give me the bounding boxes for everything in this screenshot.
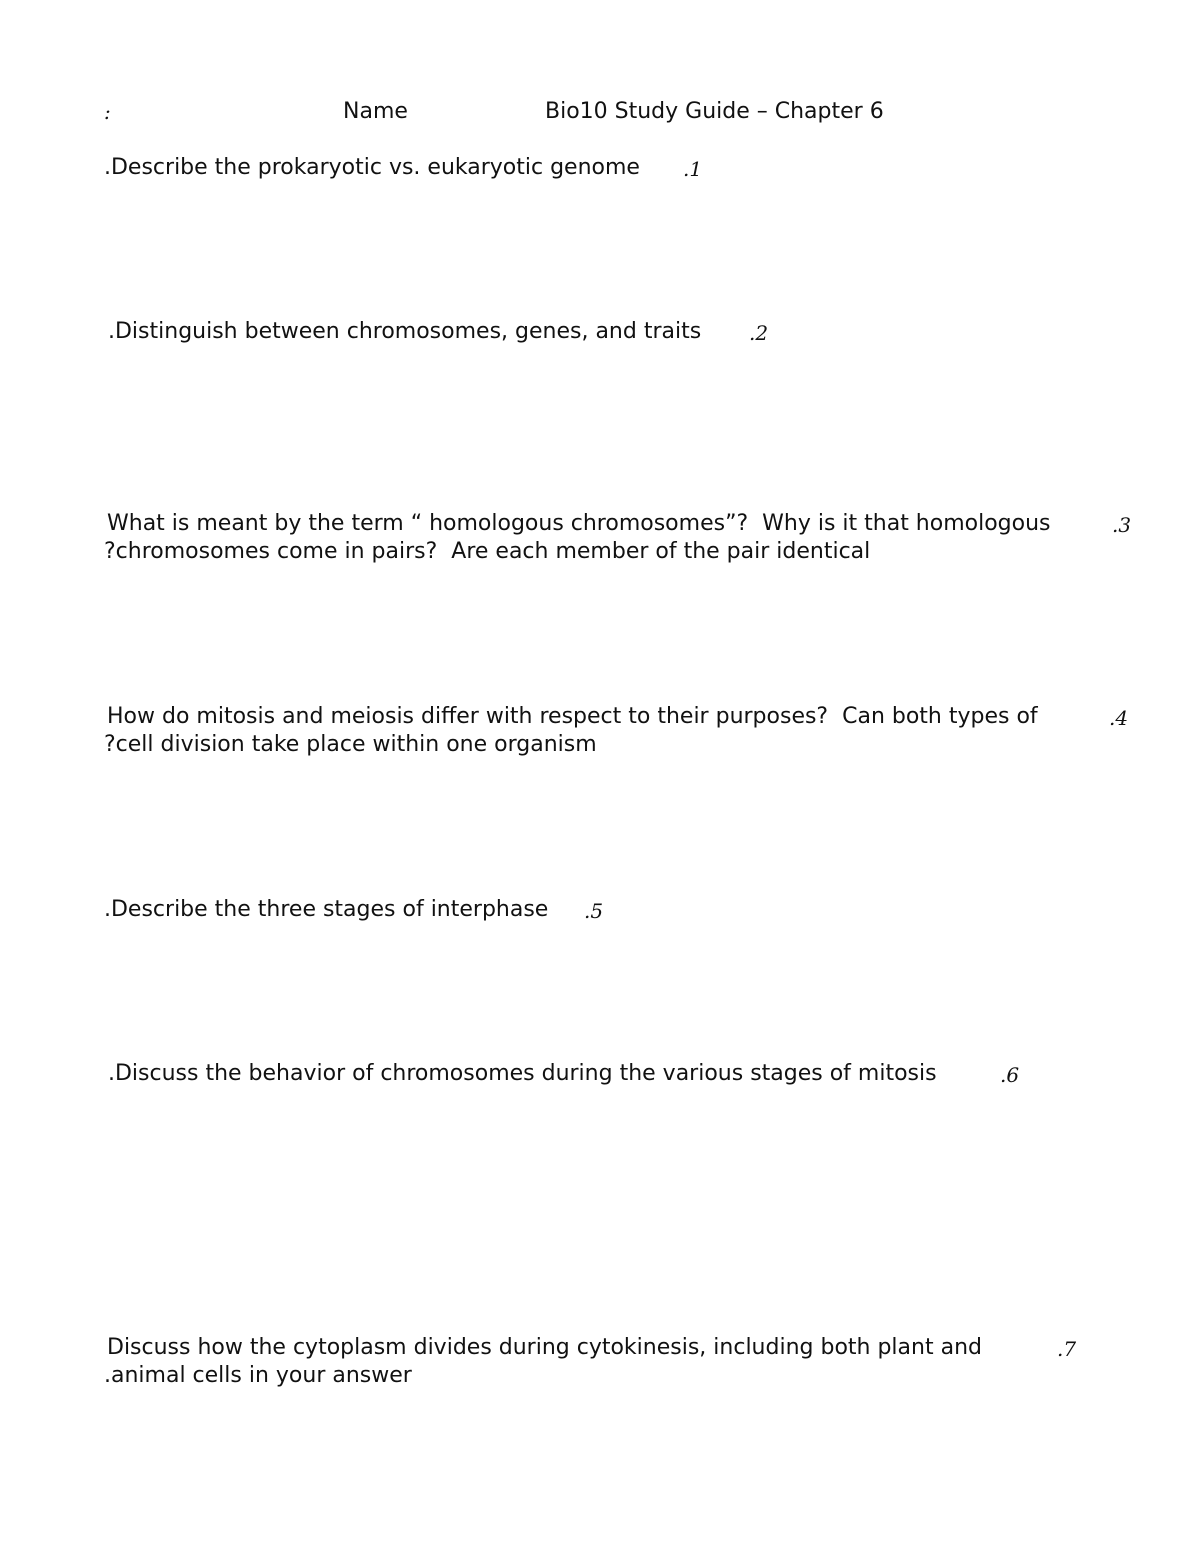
question-3-line-1: What is meant by the term “ homologous chromosomes”? Why is it that homologous [107,511,1051,536]
header-colon: : [104,100,111,124]
name-label: Name [343,99,408,124]
question-4-line-2: ?cell division take place within one organism [104,732,597,757]
question-1-line-1: .Describe the prokaryotic vs. eukaryotic genome [104,155,640,180]
document-title: Bio10 Study Guide – Chapter 6 [545,99,884,124]
question-5-number: .5 [584,899,604,923]
question-4-line-1: How do mitosis and meiosis differ with respect to their purposes? Can both types of [107,704,1038,729]
question-2-line-1: .Distinguish between chromosomes, genes, and traits [108,319,702,344]
question-5-line-1: .Describe the three stages of interphase [104,897,549,922]
question-2-number: .2 [749,321,769,345]
question-7-line-2: .animal cells in your answer [104,1363,412,1388]
question-1-number: .1 [683,157,703,181]
question-7-line-1: Discuss how the cytoplasm divides during cytokinesis, including both plant and [107,1335,982,1360]
question-6-line-1: .Discuss the behavior of chromosomes during the various stages of mitosis [108,1061,937,1086]
question-7-number: .7 [1057,1337,1077,1361]
question-6-number: .6 [1000,1063,1020,1087]
question-3-line-2: ?chromosomes come in pairs? Are each member of the pair identical [104,539,871,564]
question-4-number: .4 [1109,706,1129,730]
question-3-number: .3 [1112,513,1132,537]
